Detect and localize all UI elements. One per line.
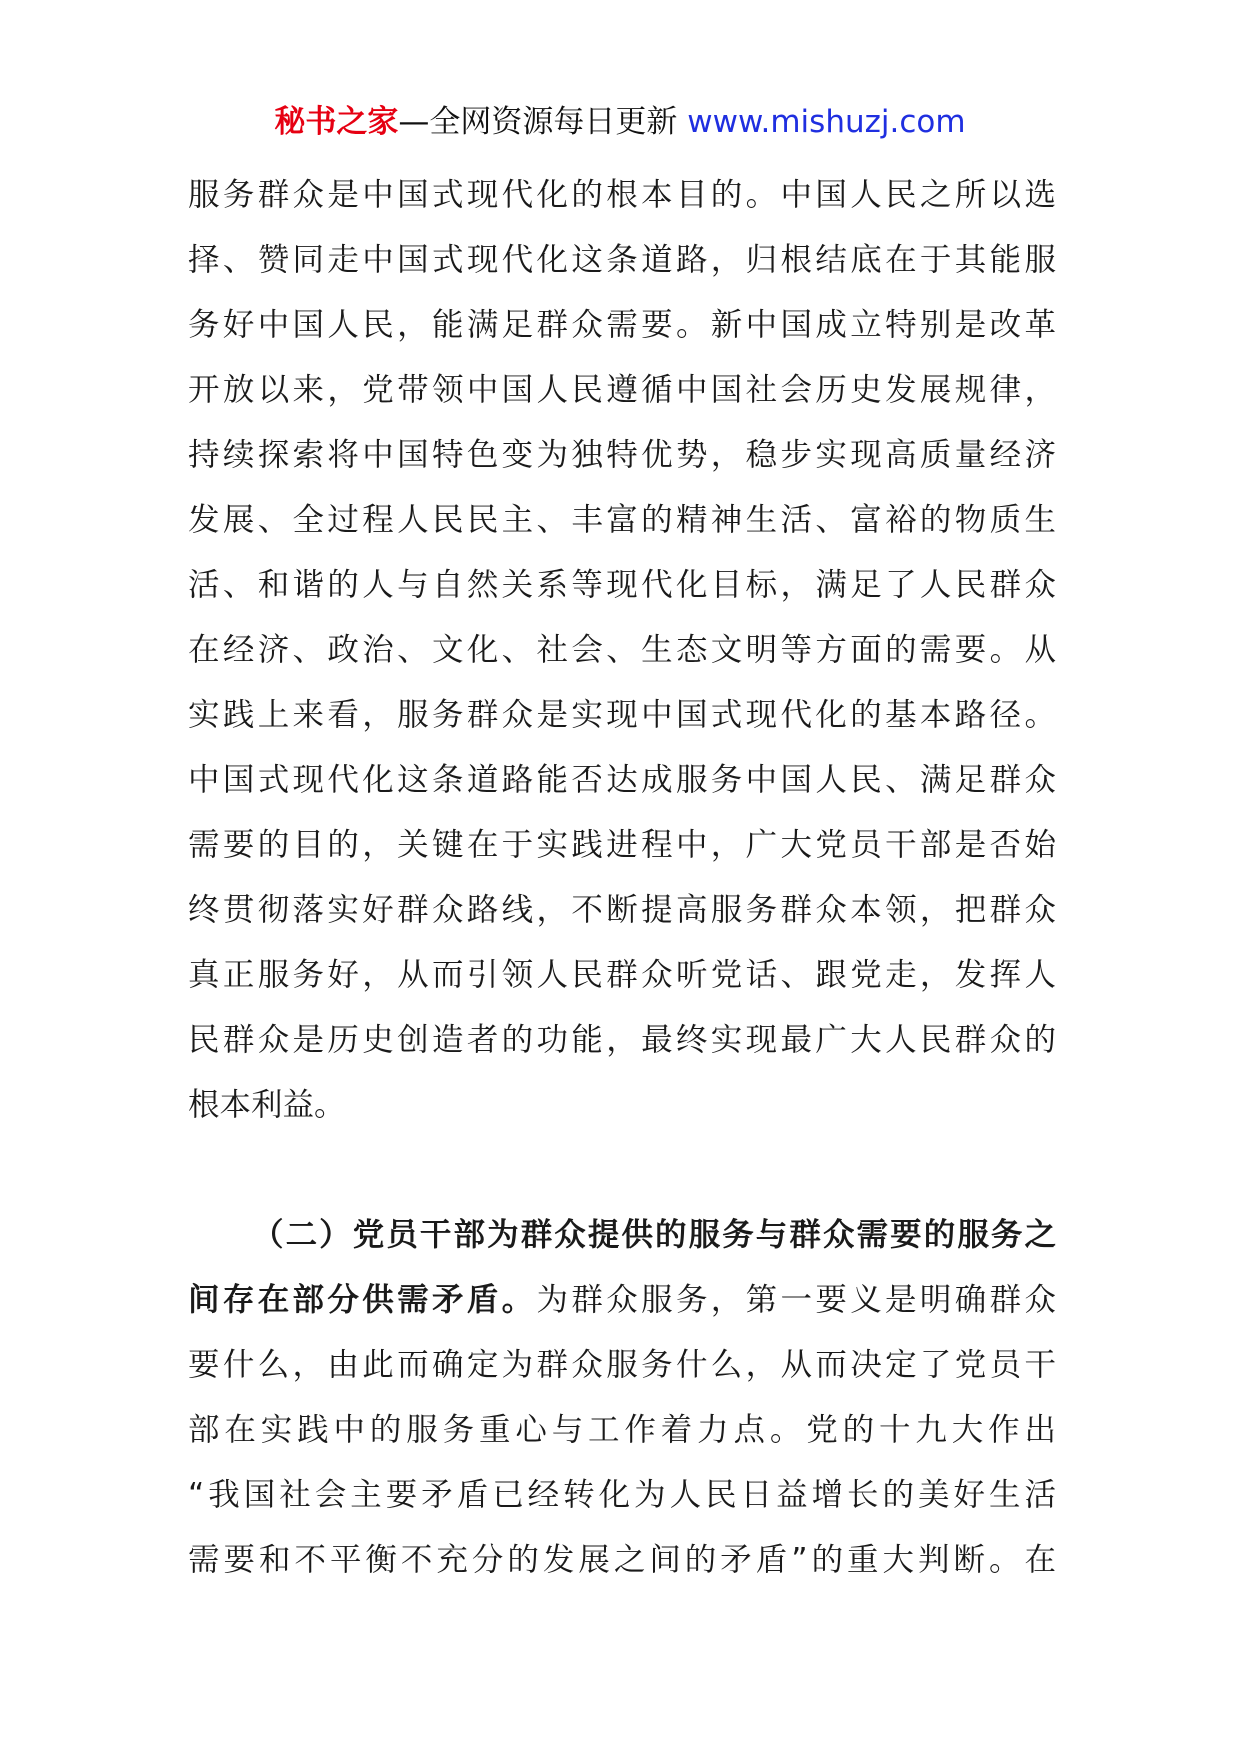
text-line: 民群众是历史创造者的功能，最终实现最广大人民群众的 xyxy=(188,1022,1056,1058)
section-heading: （二）党员干部为群众提供的服务与群众需要的服务之 xyxy=(252,1217,1056,1253)
text-line: 根本利益。 xyxy=(188,1087,346,1123)
section-heading-end: 间存在部分供需矛盾。 xyxy=(188,1282,537,1318)
text-line: 务好中国人民，能满足群众需要。新中国成立特别是改革 xyxy=(188,307,1056,343)
text-line: 要什么，由此而确定为群众服务什么，从而决定了党员干 xyxy=(188,1347,1056,1383)
site-header xyxy=(0,100,1240,144)
paragraph-spacer xyxy=(188,1138,1056,1203)
text-line xyxy=(188,1268,1056,1333)
text-line: 发展、全过程人民民主、丰富的精神生活、富裕的物质生 xyxy=(188,502,1056,538)
text-line: 实践上来看，服务群众是实现中国式现代化的基本路径。 xyxy=(188,697,1056,733)
site-brand: 秘书之家 xyxy=(274,104,399,140)
text-line: 服务群众是中国式现代化的根本目的。中国人民之所以选 xyxy=(188,177,1056,213)
text-line: 部在实践中的服务重心与工作着力点。党的十九大作出 xyxy=(188,1412,1056,1448)
text-line: 需要的目的，关键在于实践进程中，广大党员干部是否始 xyxy=(188,827,1056,863)
text-line: 持续探索将中国特色变为独特优势，稳步实现高质量经济 xyxy=(188,437,1056,473)
paragraph-1 xyxy=(188,163,1056,1138)
text-span: 为群众服务，第一要义是明确群众 xyxy=(536,1282,1056,1318)
paragraph-2 xyxy=(188,1203,1056,1593)
text-line: 开放以来，党带领中国人民遵循中国社会历史发展规律， xyxy=(188,372,1056,408)
text-line: 中国式现代化这条道路能否达成服务中国人民、满足群众 xyxy=(188,762,1056,798)
document-body xyxy=(188,163,1056,1593)
text-line: 在经济、政治、文化、社会、生态文明等方面的需要。从 xyxy=(188,632,1056,668)
site-tagline: —全网资源每日更新 xyxy=(398,104,688,140)
site-url-link[interactable]: www.mishuzj.com xyxy=(687,104,966,140)
text-line: 活、和谐的人与自然关系等现代化目标，满足了人民群众 xyxy=(188,567,1056,603)
text-line: 真正服务好，从而引领人民群众听党话、跟党走，发挥人 xyxy=(188,957,1056,993)
text-line: 终贯彻落实好群众路线，不断提高服务群众本领，把群众 xyxy=(188,892,1056,928)
text-line: “我国社会主要矛盾已经转化为人民日益增长的美好生活 xyxy=(188,1477,1056,1513)
text-line: 择、赞同走中国式现代化这条道路，归根结底在于其能服 xyxy=(188,242,1056,278)
text-line: 需要和不平衡不充分的发展之间的矛盾”的重大判断。在 xyxy=(188,1542,1056,1578)
